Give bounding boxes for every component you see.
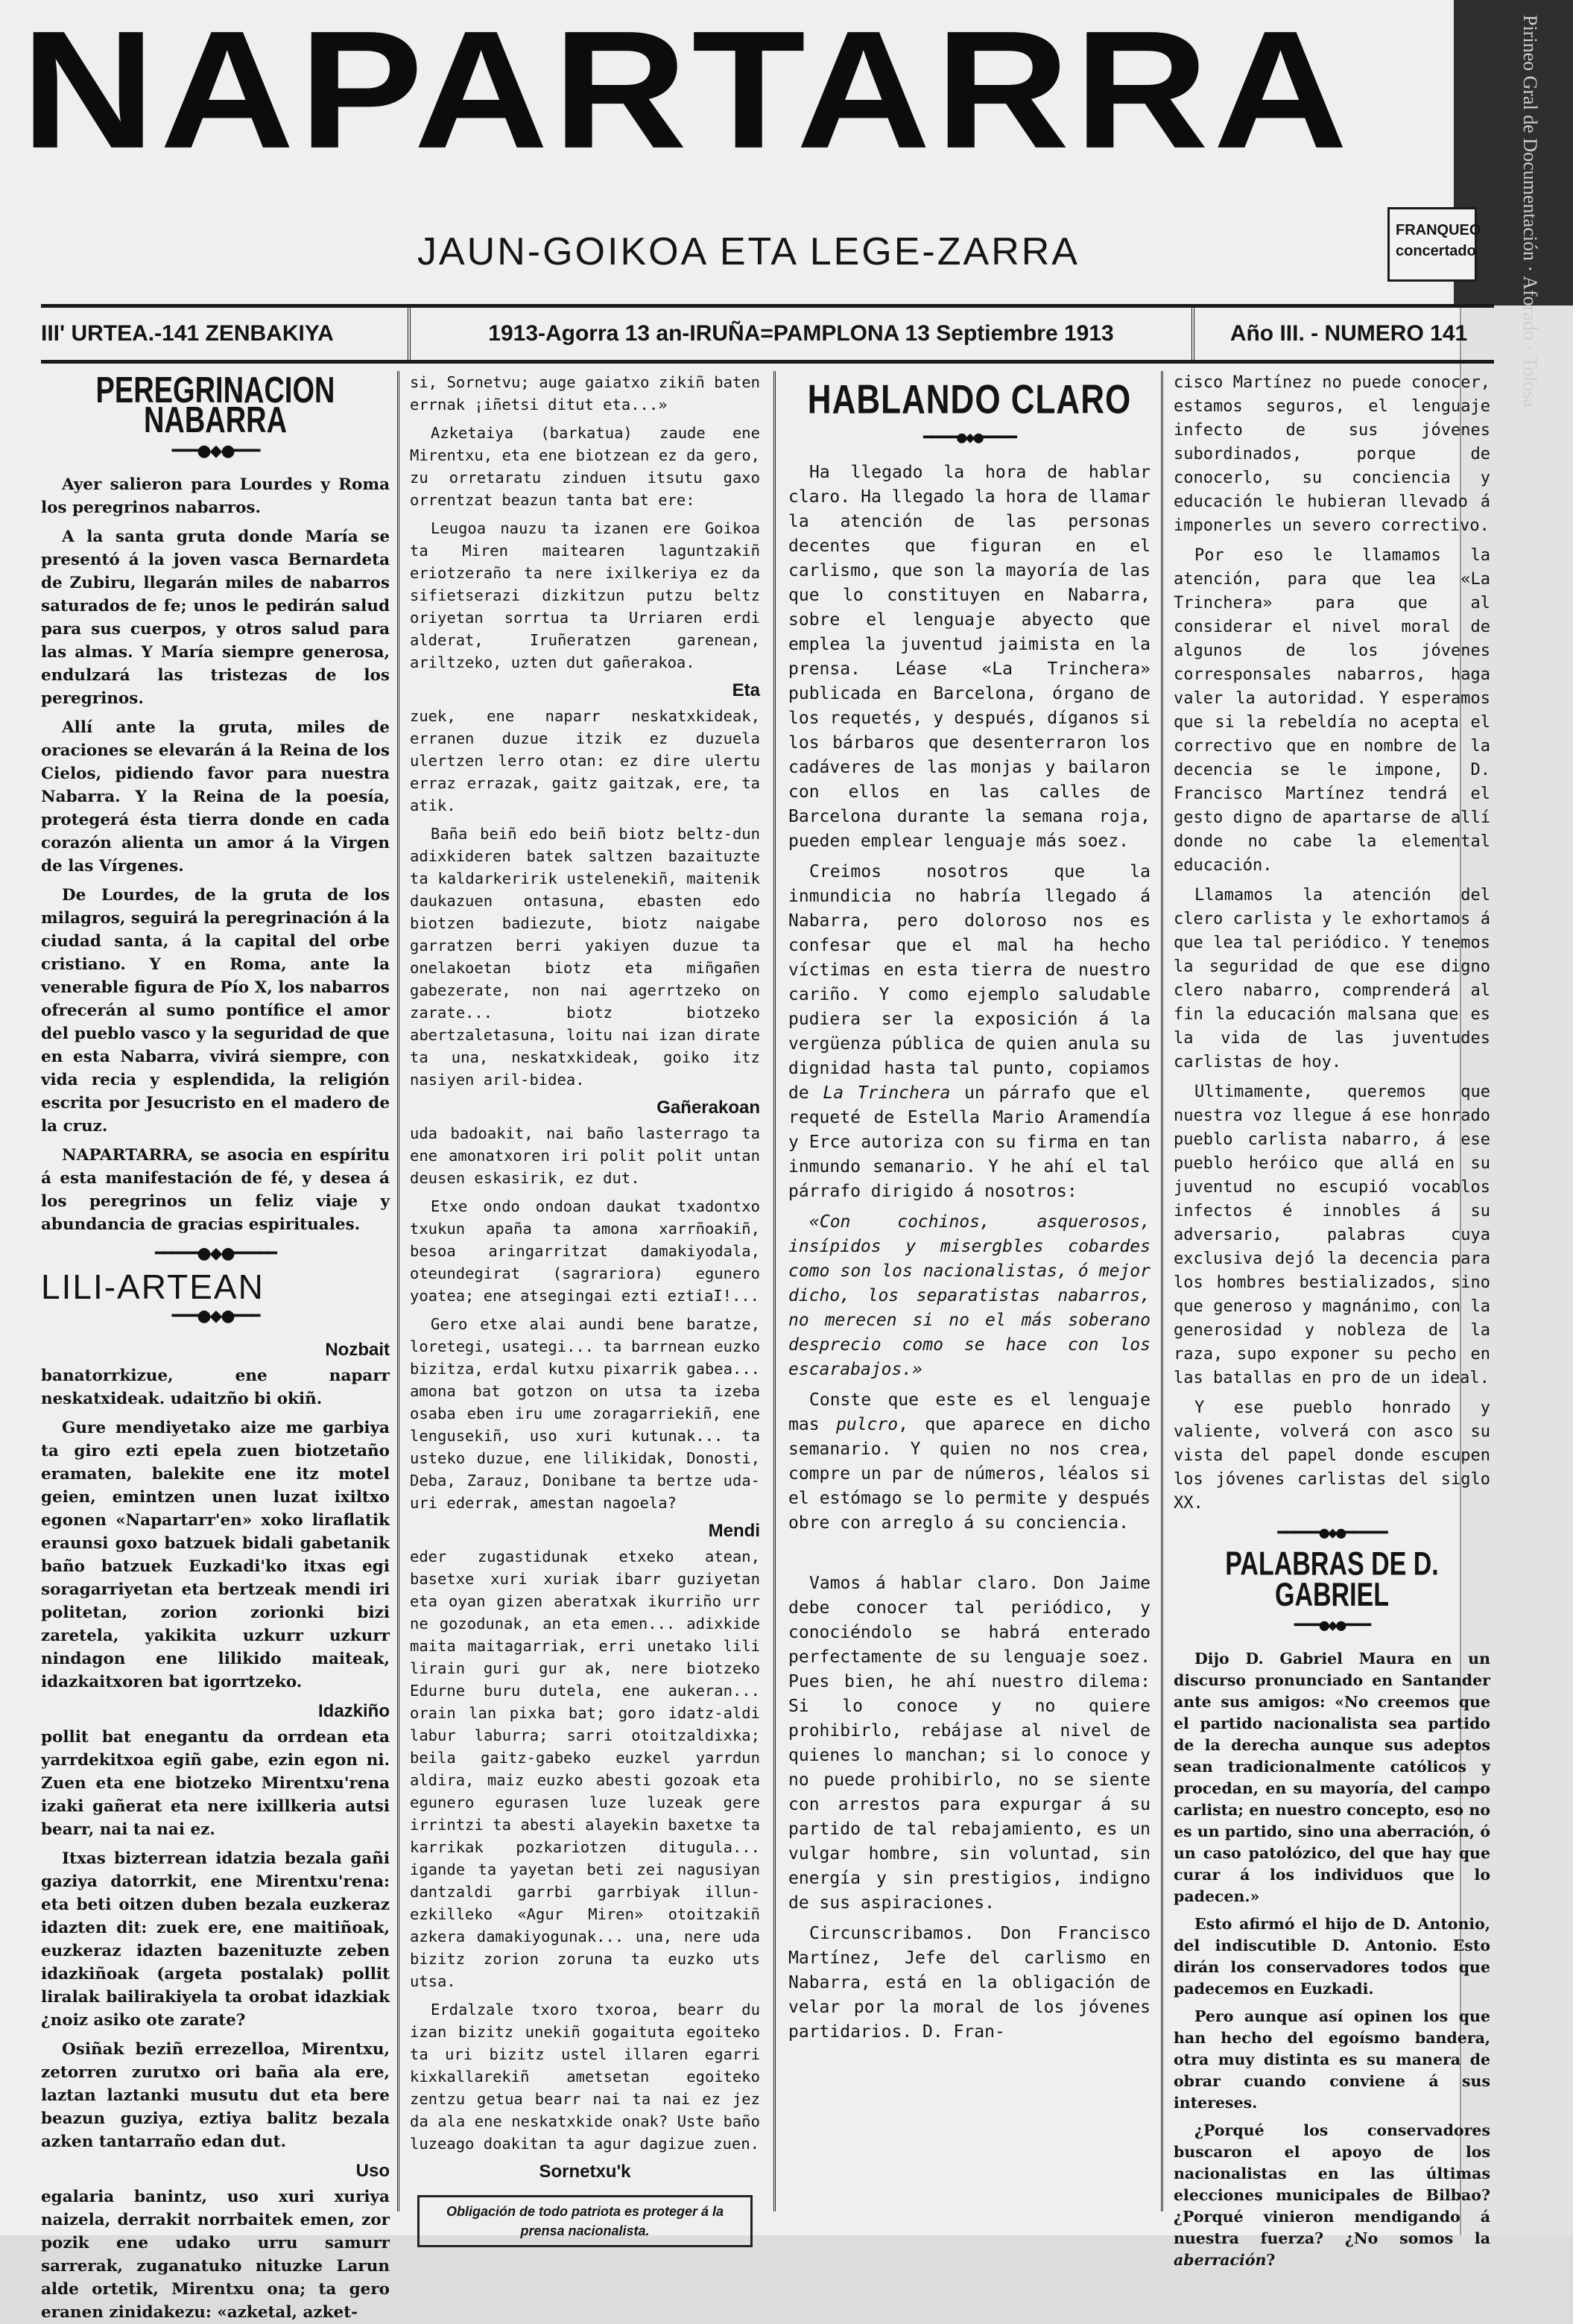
paragraph: egalaria banintz, uso xuri xuriya naizela, derrakit norrbaitek emen, zor pozik ene udako urru samurr sarrerak, zuganatuko nituzke Larun alde ortetik, Mirentxu ona; ta gero eranen zinidakezu: «azketal, azket- — [41, 2188, 390, 2322]
section-word-uso: Uso — [355, 2161, 390, 2181]
paragraph: Gero etxe alai aundi bene baratze, loretegi, usategi... ta barrnean euzko bizitza, erdal kutxu pixarrik gabea... amona bat gotzon on utsa ta izeba osaba eben iru ume zoragarriekiñ, ene lengusekiñ, uso xuri kutunak... ta usteko duzue, ene lilikidak, Donosti, Deba, Zarauz, Donibane ta bertze uda-uri ederrak, amestan nagoela? — [410, 1315, 760, 1512]
ornament-divider: ━━━━━●◆●━━━━━ — [1277, 1524, 1387, 1542]
emphasis-word: pulcro — [835, 1415, 899, 1434]
column-4 — [1174, 371, 1490, 2269]
paragraph — [788, 1388, 1151, 1536]
paragraph: pollit bat enegantu da orrdean eta yarrdekitxoa egiñ gabe, ezin egon ni. Zuen eta ene biotzeko Mirentxu'rena izaki gañerat eta nere ixillkeria autsi bearr, nai ta nai ez. — [41, 1728, 390, 1839]
paragraph: Azketaiya (barkatua) zaude ene Mirentxu, eta ene biotzean ez da gero, zu orretaratu zinduen itsutu gaxo orrentzat beazun tanta bat ere: — [410, 424, 760, 509]
quoted-paragraph: «Con cochinos, asquerosos, insípidos y misergbles cobardes como son los nacionalistas, ó mejor dicho, los separatistas nabarros, no merecen si no el más soberano desprecio como se hace con los escarabajos.» — [788, 1212, 1151, 1379]
column-rule — [1161, 371, 1163, 2211]
paragraph: Esto afirmó el hijo de D. Antonio, del indiscutible D. Antonio. Esto dirán los conservadores todos que padecemos en Euzkadi. — [1174, 1915, 1490, 1998]
section-word-ganerakoan: Gañerakoan — [656, 1098, 760, 1118]
paragraph: Pero aunque así opinen los que han hecho del egoísmo bandera, otra muy distinta es su manera de obrar cuando conviene á sus intereses. — [1174, 2007, 1490, 2112]
section-word-eta: Eta — [732, 680, 760, 700]
paragraph: De Lourdes, de la gruta de los milagros, seguirá la peregrinación á la ciudad santa, á la capital del orbe cristiano. Y en Roma, ante la venerable figura de Pío X, los nabarros ofrecerán al sumo pontífice el amor del pueblo vasco y la seguridad de que en esta Nabarra, vivirá siempre, con vida recia y esplendida, la religión escrita por Jesucristo en el madero de la cruz. — [41, 886, 390, 1136]
emphasis-word: aberración — [1174, 2251, 1267, 2269]
paragraph: Vamos á hablar claro. Don Jaime debe conocer tal periódico, y conociéndolo se habrá enterado perfectamente de su lenguaje soez. Pues bien, he ahí nuestro dilema: Si lo conoce y no quiere prohibirlo, rebájase al nivel de quienes lo manchan; si lo conoce y no puede prohibirlo, no se siente con arrestos para expurgar á su partido de tal rebajamiento, es un vulgar hombre, sin voluntad, sin energía y sin prestigios, indigno de sus aspiraciones. — [788, 1574, 1151, 1913]
newspaper-title: NAPARTARRA — [21, 0, 1352, 183]
paragraph: zuek, ene naparr neskatxkideak, erranen duzue itzik ez duzuela ulertzen lerro otan: ez dire ulertu erraz errazak, gaitz gaitzak, ere, ta atik. — [410, 707, 760, 814]
issue-info-bar — [41, 304, 1494, 364]
ornament-divider: ━━━●◆●━━━ — [1294, 1616, 1370, 1635]
paragraph: Dijo D. Gabriel Maura en un discurso pronunciado en Santander ante sus amigos: «No creemos que el partido nacionalista sea partido de la derecha aunque sus adeptos sean tradicionalmente católicos y procedan, en su mayoría, del campo carlista; en nuestro concepto, eso no es un partido, sino una aberración, ó un caso patolózico, del que hay que curar á los individuos que lo padecen.» — [1174, 1650, 1490, 1905]
column-rule — [397, 371, 399, 2211]
spacer — [788, 1542, 1151, 1571]
paragraph: cisco Martínez no puede conocer, estamos seguros, el lenguaje infecto de sus jóvenes subordinados, porque de conocerlo, su conciencia y educación le hubieran llevado á imponerles un severo correctivo. — [1174, 373, 1490, 535]
section-word-idazkino: Idazkiño — [317, 1701, 390, 1721]
issue-number-basque: III' URTEA.-141 ZENBAKIYA — [41, 321, 334, 346]
paragraph: Circunscribamos. Don Francisco Martínez, Jefe del carlismo en Nabarra, está en la obligación de velar por la moral de los jóvenes partidarios. D. Fran- — [788, 1924, 1151, 2042]
ornament-divider: ━━━━●◆●━━━━ — [923, 428, 1016, 447]
text-run: , que aparece en dicho semanario. Y quien no nos crea, compre un par de números, léalos si el estómago se lo permite y después obre con arreglo á su conciencia. — [788, 1415, 1151, 1533]
signature-sornetxu: Sornetxu'k — [539, 2162, 631, 2182]
ornament-divider: ━━━━━●◆●━━━━━ — [155, 1244, 276, 1263]
issue-date: 1913-Agorra 13 an-IRUÑA=PAMPLONA 13 Septiembre 1913 — [408, 308, 1194, 360]
paragraph: Llamamos la atención del clero carlista y le exhortamos á que lea tal periódico. Y tenemos la seguridad de que ese digno clero nabarro, comprenderá al fin la educación malsana que es la vida de las juventudes carlistas de hoy. — [1174, 886, 1490, 1071]
article-title-peregrinacion: PEREGRINACION NABARRA — [95, 370, 335, 441]
paragraph: Erdalzale txoro txoroa, bearr du izan bizitz unekiñ gogaituta egoiteko ta uri bizitz ustel illaren egarri kixkallarekiñ ametsetan egoiteko zentzu getua bearr nai ta nai ez jez da ala ene neskatxkide onak? Uste baño luzeago doakitan ta agur dagizue zuen. — [410, 2001, 760, 2153]
paragraph: uda badoakit, nai baño lasterrago ta ene amonatxoren iri polit polit untan deusen eskasirik, ez dut. — [410, 1124, 760, 1187]
article-title-palabras-de-d-gabriel: PALABRAS DE D. GABRIEL — [1225, 1545, 1439, 1614]
franqueo-box: FRANQUEO concertado — [1387, 207, 1477, 282]
column-rule — [773, 371, 776, 2211]
column-1 — [41, 370, 390, 2322]
paragraph: NAPARTARRA, se asocia en espíritu á esta manifestación de fé, y desea á los peregrinos un feliz viaje y abundancia de gracias espirituales. — [41, 1146, 390, 1234]
issue-number-spanish: Año III. - NUMERO 141 — [1229, 321, 1468, 346]
boxed-notice: Obligación de todo patriota es proteger á la prensa nacionalista. — [417, 2195, 753, 2247]
column-2 — [410, 371, 760, 2238]
paragraph: Ultimamente, queremos que nuestra voz llegue á ese honrado pueblo carlista nabarro, á ese pueblo heróico que allá en su juventud no escupió vocablos infectos é innobles á su adversario, palabras cuya exclusiva dejó la decencia para los hombres bestializados, sino que generoso y magnánimo, con la generosidad y nobleza de la raza, supo exponer su pecho en las batallas en pro de un ideal. — [1174, 1083, 1490, 1387]
ornament-divider: ━━━●◆●━━━ — [171, 441, 259, 460]
text-run: Creimos nosotros que la inmundicia no habría llegado á Nabarra, pero doloroso nos es confesar que el mal ha hecho víctimas en esta tierra de nuestro cariño. Y como ejemplo saludable pudiera ser la exposición á la vergüenza pública de quien anula su dignidad hasta tal punto, copiamos de — [788, 862, 1151, 1103]
text-run: Conste que este es el lenguaje mas — [788, 1390, 1151, 1434]
paragraph: Ha llegado la hora de hablar claro. Ha llegado la hora de llamar la atención de las personas decentes que figuran en el carlismo, que son la mayoría de las que lo constituyen en Nabarra, sobre el lenguaje abyecto que emplea la juventud jaimista en la prensa. Léase «La Trinchera» publicada en Barcelona, órgano de los requetés, y después, díganos si los bárbaros que desenterraron los cadáveres de las monjas y bailaron con ellos en las calles de Barcelona durante la semana roja, pueden emplear lenguaje más soez. — [788, 463, 1151, 851]
column-3 — [788, 371, 1151, 2211]
paragraph: Allí ante la gruta, miles de oraciones se elevarán á la Reina de los Cielos, pidiendo favor para nuestra Nabarra. Y la Reina de la poesía, protegerá ésta tierra donde en cada corazón alienta un amor á la Virgen de las Vírgenes. — [41, 718, 390, 876]
text-run: ? — [1266, 2251, 1276, 2269]
paragraph — [1174, 2120, 1490, 2271]
paragraph: Leugoa nauzu ta izanen ere Goikoa ta Miren maitearen laguntzakiñ eriotzeraño ta nere ixilkeriya ez da sifietserazi dizkitzun putzu beltz oriyetan sorrtua ta Urriaren erdi alderat, Iruñeratzen garenean, ariltzeko, uzten dut gañerakoa. — [410, 519, 760, 671]
paragraph: si, Sornetvu; auge gaiatxo zikiñ baten errnak ¡iñetsi ditut eta...» — [410, 373, 760, 414]
paragraph: Y ese pueblo honrado y valiente, volverá con asco su vista del papel donde escupen los jóvenes carlistas del siglo XX. — [1174, 1399, 1490, 1513]
article-body-gabriel — [1174, 1648, 1490, 2271]
paragraph: Itxas bizterrean idatzia bezala gañi gaziya datorrkit, ene Mirentxu'rena: eta beti oitzen duben bezala euzkeraz idazten dit: zuek ere, ene maitiñoak, euzkeraz idazten bazenituzte zeben idazkiñoak (argeta postalak) pollit liralak bailirakiyela ta orobat idazkiak ¿noiz asiko ote zarate? — [41, 1849, 390, 2030]
text-run: ¿Porqué los conservadores buscaron el apoyo de los nacionalistas en las últimas elecciones municipales de Bilbao? ¿Porqué vinieron mendigando á nuestra fuerza? ¿No somos la — [1174, 2121, 1490, 2247]
archive-stamp-text: Pirineo Gral de Documentación · Aforado · Tolosa — [1519, 15, 1541, 408]
paragraph: banatorrkizue, ene naparr neskatxideak. udaitzño bi okiñ. — [41, 1367, 390, 1408]
masthead — [0, 0, 1481, 294]
paragraph: Osiñak beziñ errezelloa, Mirentxu, zetorren zurutxo ori baña ala ere, laztan laztanki musutu dut eta bere beazun guziya, eztiya balitz bezala azken tantarraño edan dut. — [41, 2040, 390, 2151]
paragraph: Etxe ondo ondoan daukat txadontxo txukun apaña ta amona xarrñoakiñ, besoa aringarritzat damakiyodala, oteundegirat (sagrariora) egunero yoatea; ene atsegingai ezti eztiaI!... — [410, 1197, 760, 1305]
paragraph: eder zugastidunak etxeko atean, basetxe xuri xuriak ibarr guziyetan eta oyan gizen aberatxak ikurriño urr ne gozodunak, an eta emen... adixkide maita maitagarriak, erri unetako lili lirain guri gur ak, nere biotzeko Edurne buru dutela, ene aukeran... orain lan pixka bat; goro idatz-aldi labur laburra; sarri otoitzaldixka; beila gaitz-gabeko euzkel yarrdun aldira, maiz euzko abesti gozoak eta egunero egurasen luze luzeak gere irrintzi ta abesti alayekin baxetxe ta karrikak pozkariotzen ditugula... igande ta yayetan beti zei nagusiyan dantzaldi garrbi garrbiyak illun-ezkilleko «Agur Miren» otoitzakiñ azkera damakiyogunak... una, nere uda bizitz zorion zoruna ta euzko uts utsa. — [410, 1548, 760, 1990]
paragraph: Por eso le llamamos la atención, para que lea «La Trinchera» para que al considerar el nivel moral de algunos de los jóvenes corresponsales nabarros, haga valer la autoridad. Y esperamos que si la rebeldía no acepta el correctivo que en nombre de la decencia se le impone, D. Francisco Martínez tendrá el gesto digno de apartarse de allí donde no cabe la elemental educación. — [1174, 546, 1490, 875]
newspaper-motto: JAUN-GOIKOA ETA LEGE-ZARRA — [417, 230, 1080, 273]
paragraph — [788, 860, 1151, 1204]
article-title-hablando-claro: HABLANDO CLARO — [807, 376, 1132, 423]
section-word-mendi: Mendi — [708, 1521, 760, 1541]
section-word-nozbait: Nozbait — [325, 1340, 390, 1360]
paragraph: A la santa gruta donde María se presentó á la joven vasca Bernardeta de Zubiru, llegarán miles de nabarros saturados de fe; unos le pedirán salud para sus cuerpos, y otros salud para las almas. Y María siempre generosa, endulzará las tristezas de los peregrinos. — [41, 528, 390, 708]
article-title-lili-artean: LILI-ARTEAN — [41, 1267, 265, 1306]
paragraph: Ayer salieron para Lourdes y Roma los peregrinos nabarros. — [41, 475, 390, 517]
text-run: un párrafo que el requeté de Estella Mario Aramendía y Erce autoriza con su firma en tan inmundo semanario. Y he ahí el tal párrafo dirigido á nosotros: — [788, 1083, 1151, 1201]
newspaper-name: La Trinchera — [823, 1083, 951, 1103]
ornament-divider: ━━━●◆●━━━ — [171, 1306, 259, 1326]
paragraph: Baña beiñ edo beiñ biotz beltz-dun adixkideren batek saltzen bazaituzte ta kaldarkeririk ustelenekiñ, maitenik daukazuen ontasuna, ebasten edo biotzen badiezute, biotz naigabe garratzen berri yakiyen duzue ta onelakoetan biotz eta miñgañen gabezerate, non nai agerrtzeko on zarate... biotz biotzeko abertzaletasuna, loitu nai izan dirate ta una, neskatxkideak, goiko itz nasiyen aril-bidea. — [410, 825, 760, 1089]
paragraph: Gure mendiyetako aize me garbiya ta giro ezti epela zuen biotzetaño eramaten, balekite ene itz motel geien, emintzen unen luzat ixiltxo egonen «Napartarr'en» xoko liraflatik eraunsi goxo batzuek bidali gabetanik baño batzuek Euzkadi'ko itxas egi soragarriyetan eta bertzeak mendi iri politetan, zorion zorionki bizi zaretela, yakikita uzkurr uzkurr nindagon ene lilikido maiteak, idazkaitxoren bat igorrtzeko. — [41, 1419, 390, 1691]
